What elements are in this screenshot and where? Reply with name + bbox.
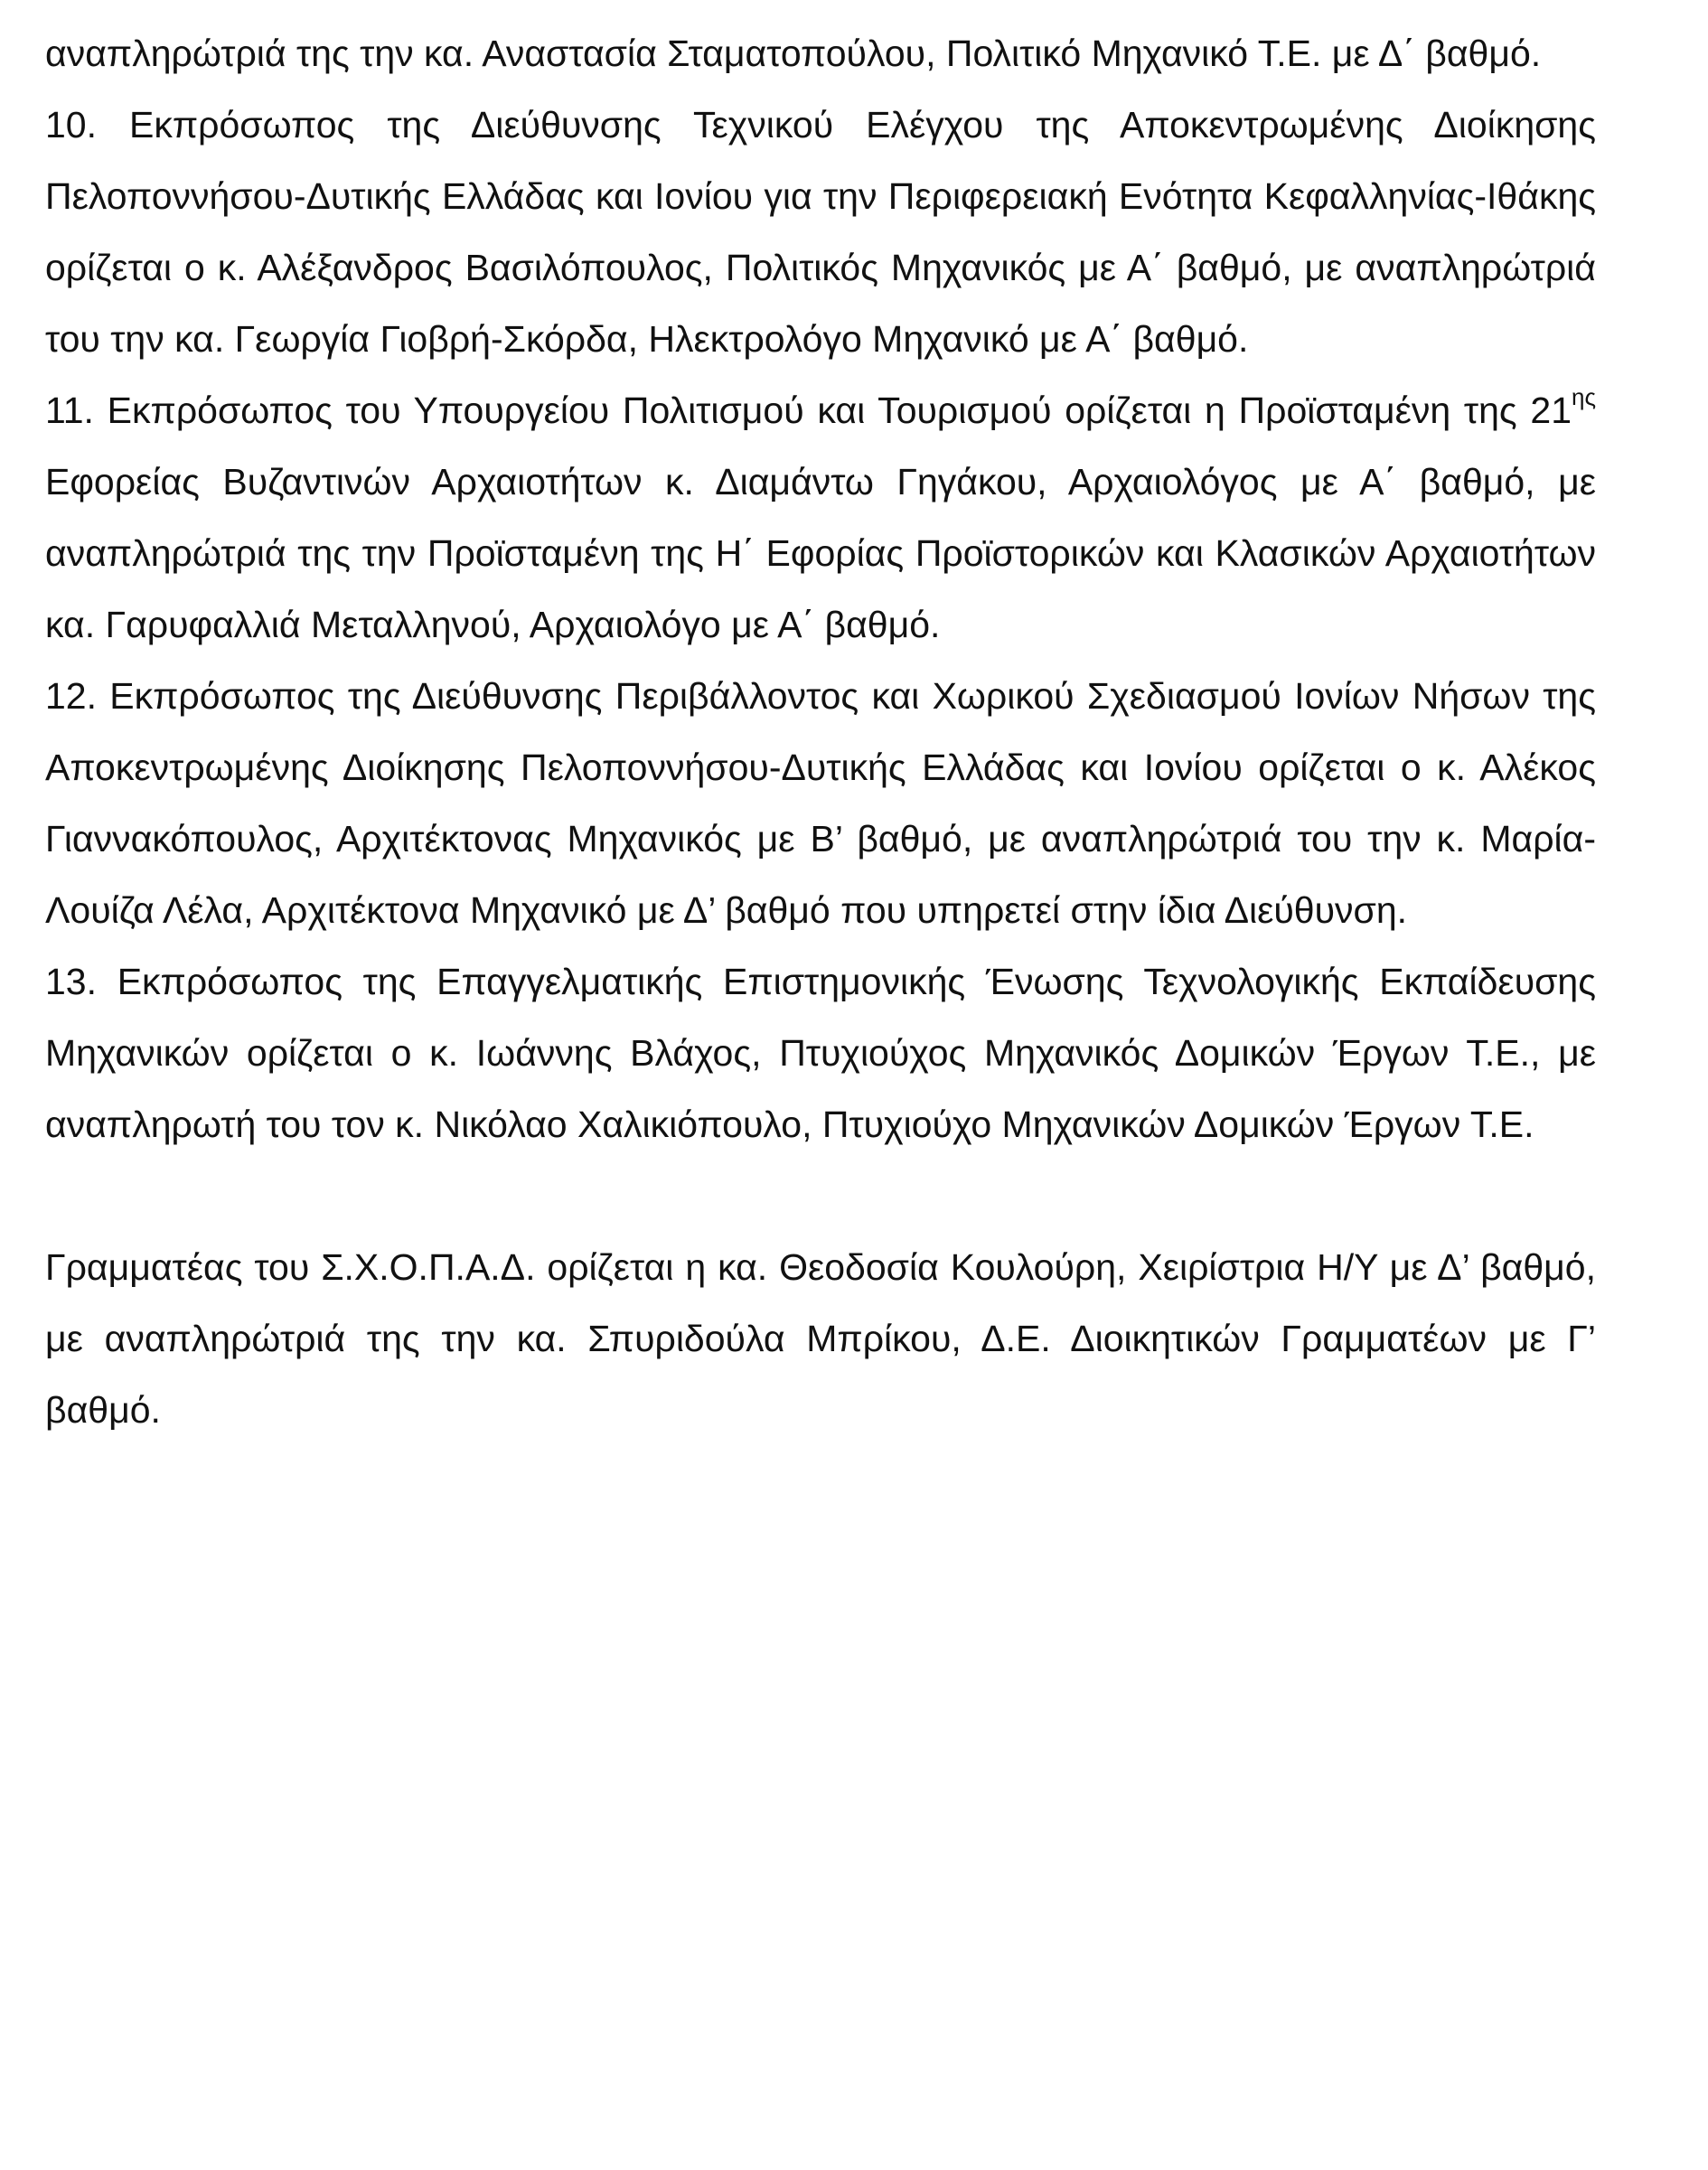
paragraph-item-13: 13. Εκπρόσωπος της Επαγγελματικής Επιστημονικής Ένωσης Τεχνολογικής Εκπαίδευσης Μηχανικών ορίζεται ο κ. Ιωάννης Βλάχος, Πτυχιούχος Μηχανικός Δομικών Έργων Τ.Ε., με αναπληρωτή του τον κ. Νικόλαο Χαλικιόπουλο, Πτυχιούχο Μηχανικών Δομικών Έργων Τ.Ε. [45,961,1596,1145]
paragraph-item-12: 12. Εκπρόσωπος της Διεύθυνσης Περιβάλλοντος και Χωρικού Σχεδιασμού Ιονίων Νήσων της Αποκεντρωμένης Διοίκησης Πελοποννήσου-Δυτικής Ελλάδας και Ιονίου ορίζεται ο κ. Αλέκος Γιαννακόπουλος, Αρχιτέκτονας Μηχανικός με Β’ βαθμό, με αναπληρώτριά του την κ. Μαρία-Λουίζα Λέλα, Αρχιτέκτονα Μηχανικό με Δ’ βαθμό που υπηρετεί στην ίδια Διεύθυνση. [45,675,1596,931]
item-11-text-after-superscript: Εφορείας Βυζαντινών Αρχαιοτήτων κ. Διαμάντω Γηγάκου, Αρχαιολόγος με Α΄ βαθμό, με αναπληρώτριά της την Προϊσταμένη της Η΄ Εφορίας Προϊστορικών και Κλασικών Αρχαιοτήτων κα. Γαρυφαλλιά Μεταλληνού, Αρχαιολόγο με Α΄ βαθμό. [45,461,1596,645]
item-11-text-before-superscript: 11. Εκπρόσωπος του Υπουργείου Πολιτισμού και Τουρισμού ορίζεται η Προϊσταμένη της 21 [45,390,1572,431]
paragraph-item-9-continuation: αναπληρώτριά της την κα. Αναστασία Σταματοπούλου, Πολιτικό Μηχανικό Τ.Ε. με Δ΄ βαθμό. [45,33,1542,74]
document-page [45,18,1596,1446]
ordinal-superscript: ης [1572,383,1596,410]
paragraph-item-11 [45,375,1596,661]
paragraph-spacer [45,1160,1596,1232]
paragraph-secretary: Γραμματέας του Σ.Χ.Ο.Π.Α.Δ. ορίζεται η κα. Θεοδοσία Κουλούρη, Χειρίστρια Η/Υ με Δ’ βαθμό, με αναπληρώτριά της την κα. Σπυριδούλα Μπρίκου, Δ.Ε. Διοικητικών Γραμματέων με Γ’ βαθμό. [45,1246,1596,1431]
paragraph-item-10: 10. Εκπρόσωπος της Διεύθυνσης Τεχνικού Ελέγχου της Αποκεντρωμένης Διοίκησης Πελοποννήσου-Δυτικής Ελλάδας και Ιονίου για την Περιφερειακή Ενότητα Κεφαλληνίας-Ιθάκης ορίζεται ο κ. Αλέξανδρος Βασιλόπουλος, Πολιτικός Μηχανικός με Α΄ βαθμό, με αναπληρώτριά του την κα. Γεωργία Γιοβρή-Σκόρδα, Ηλεκτρολόγο Μηχανικό με Α΄ βαθμό. [45,104,1596,360]
